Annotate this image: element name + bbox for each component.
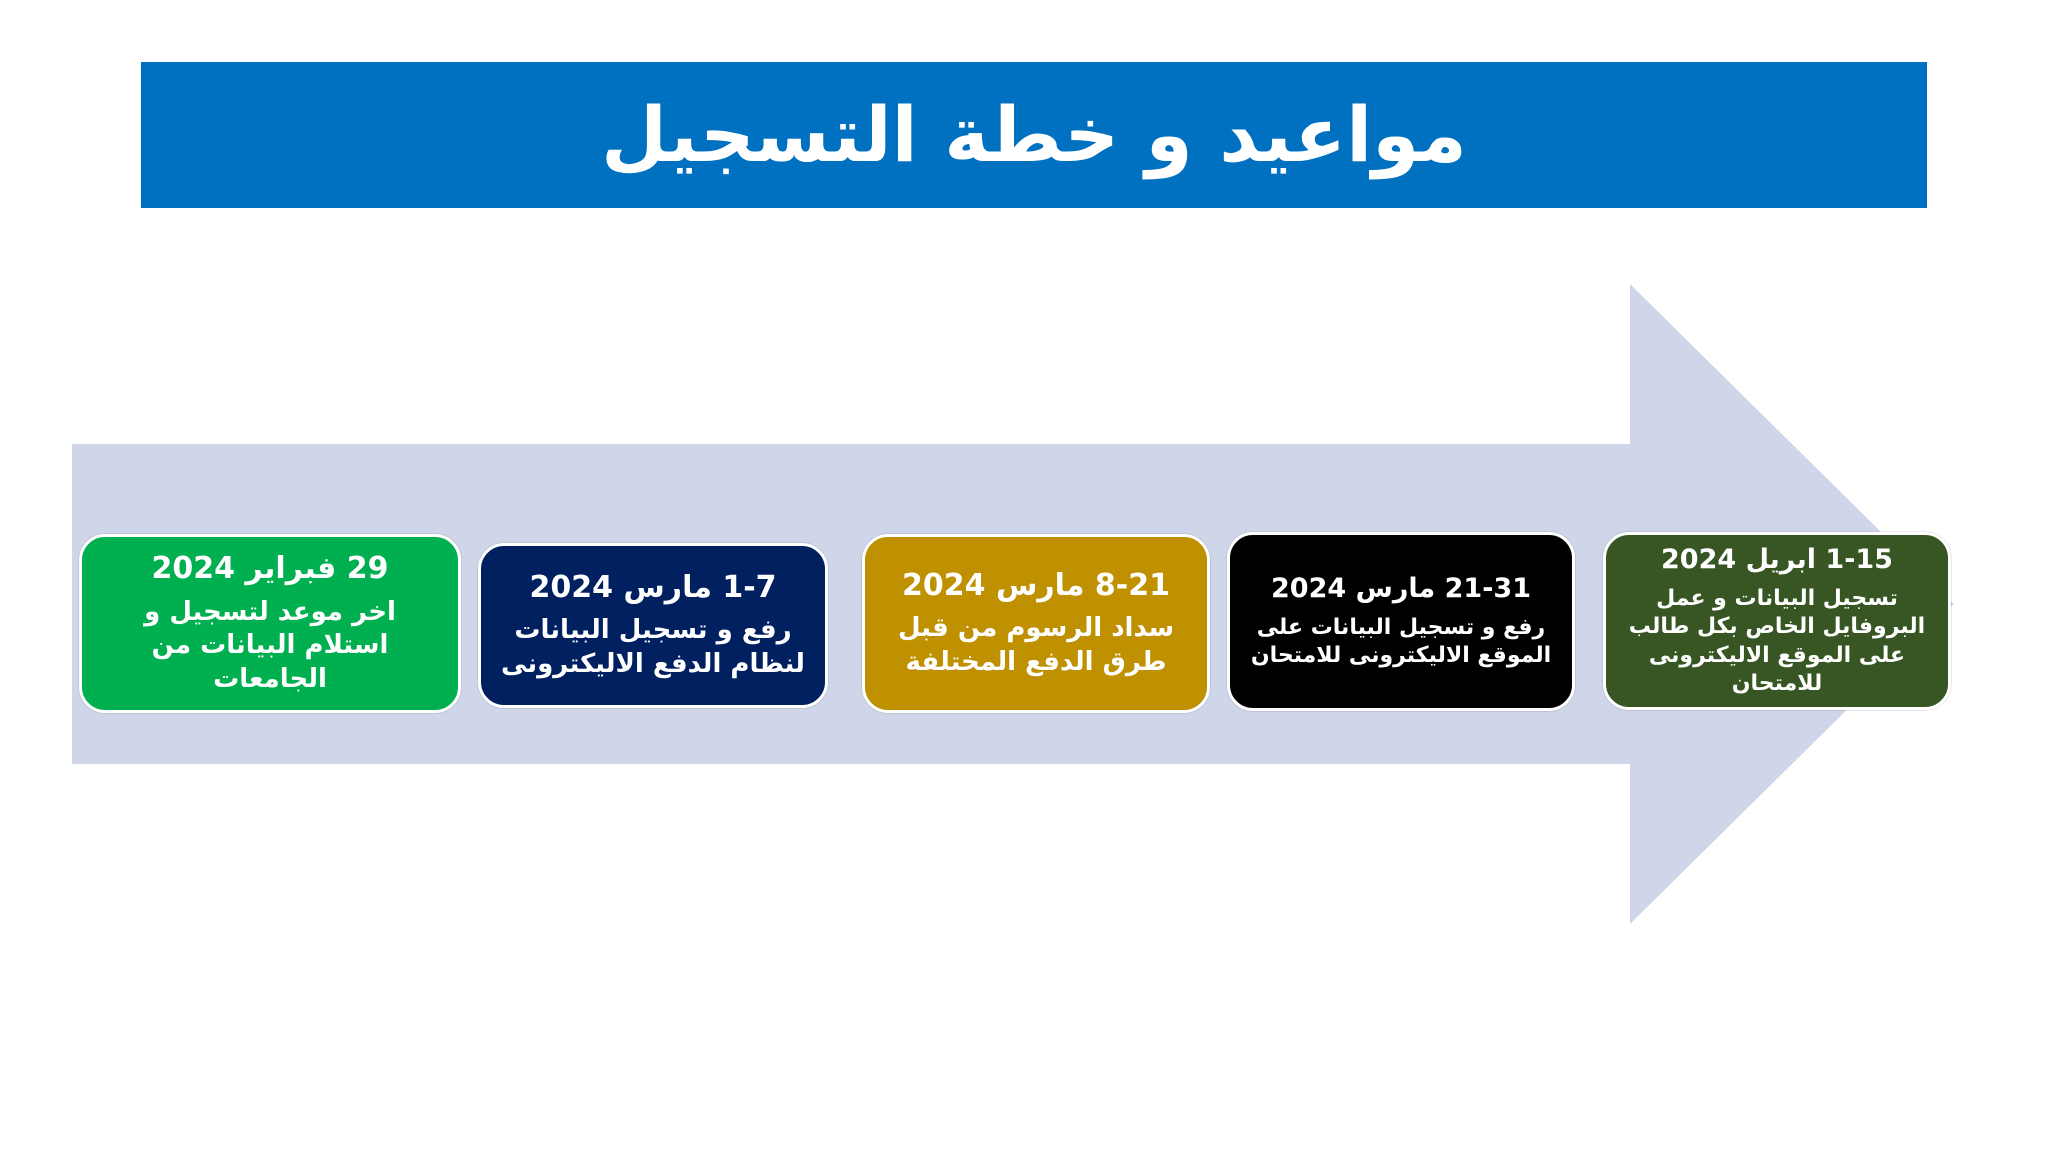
page-title: مواعيد و خطة التسجيل	[601, 90, 1467, 179]
step-description: سداد الرسوم من قبل طرق الدفع المختلفة	[897, 613, 1175, 678]
step-description: رفع و تسجيل البيانات على الموقع الاليكترونى للامتحان	[1250, 614, 1552, 669]
timeline-step-mar-8-21	[862, 534, 1210, 713]
step-date: 1-7 مارس 2024	[529, 569, 777, 605]
step-date: 21-31 مارس 2024	[1271, 573, 1531, 605]
step-date: 29 فبراير 2024	[151, 551, 389, 587]
timeline-step-mar-1-7	[478, 543, 828, 708]
timeline-step-mar-21-31	[1227, 532, 1575, 711]
step-date: 8-21 مارس 2024	[902, 567, 1170, 603]
step-description: تسجيل البيانات و عمل البروفايل الخاص بكل طالب على الموقع الاليكترونى للامتحان	[1628, 585, 1926, 697]
title-banner	[141, 62, 1927, 208]
step-description: رفع و تسجيل البيانات لنظام الدفع الاليكترونى	[501, 615, 805, 680]
step-description: اخر موعد لتسجيل و استلام البيانات من الجامعات	[144, 596, 396, 695]
timeline-step-apr-1-15	[1603, 532, 1951, 710]
timeline-step-feb-29	[79, 534, 461, 713]
step-date: 1-15 ابريل 2024	[1661, 543, 1893, 575]
